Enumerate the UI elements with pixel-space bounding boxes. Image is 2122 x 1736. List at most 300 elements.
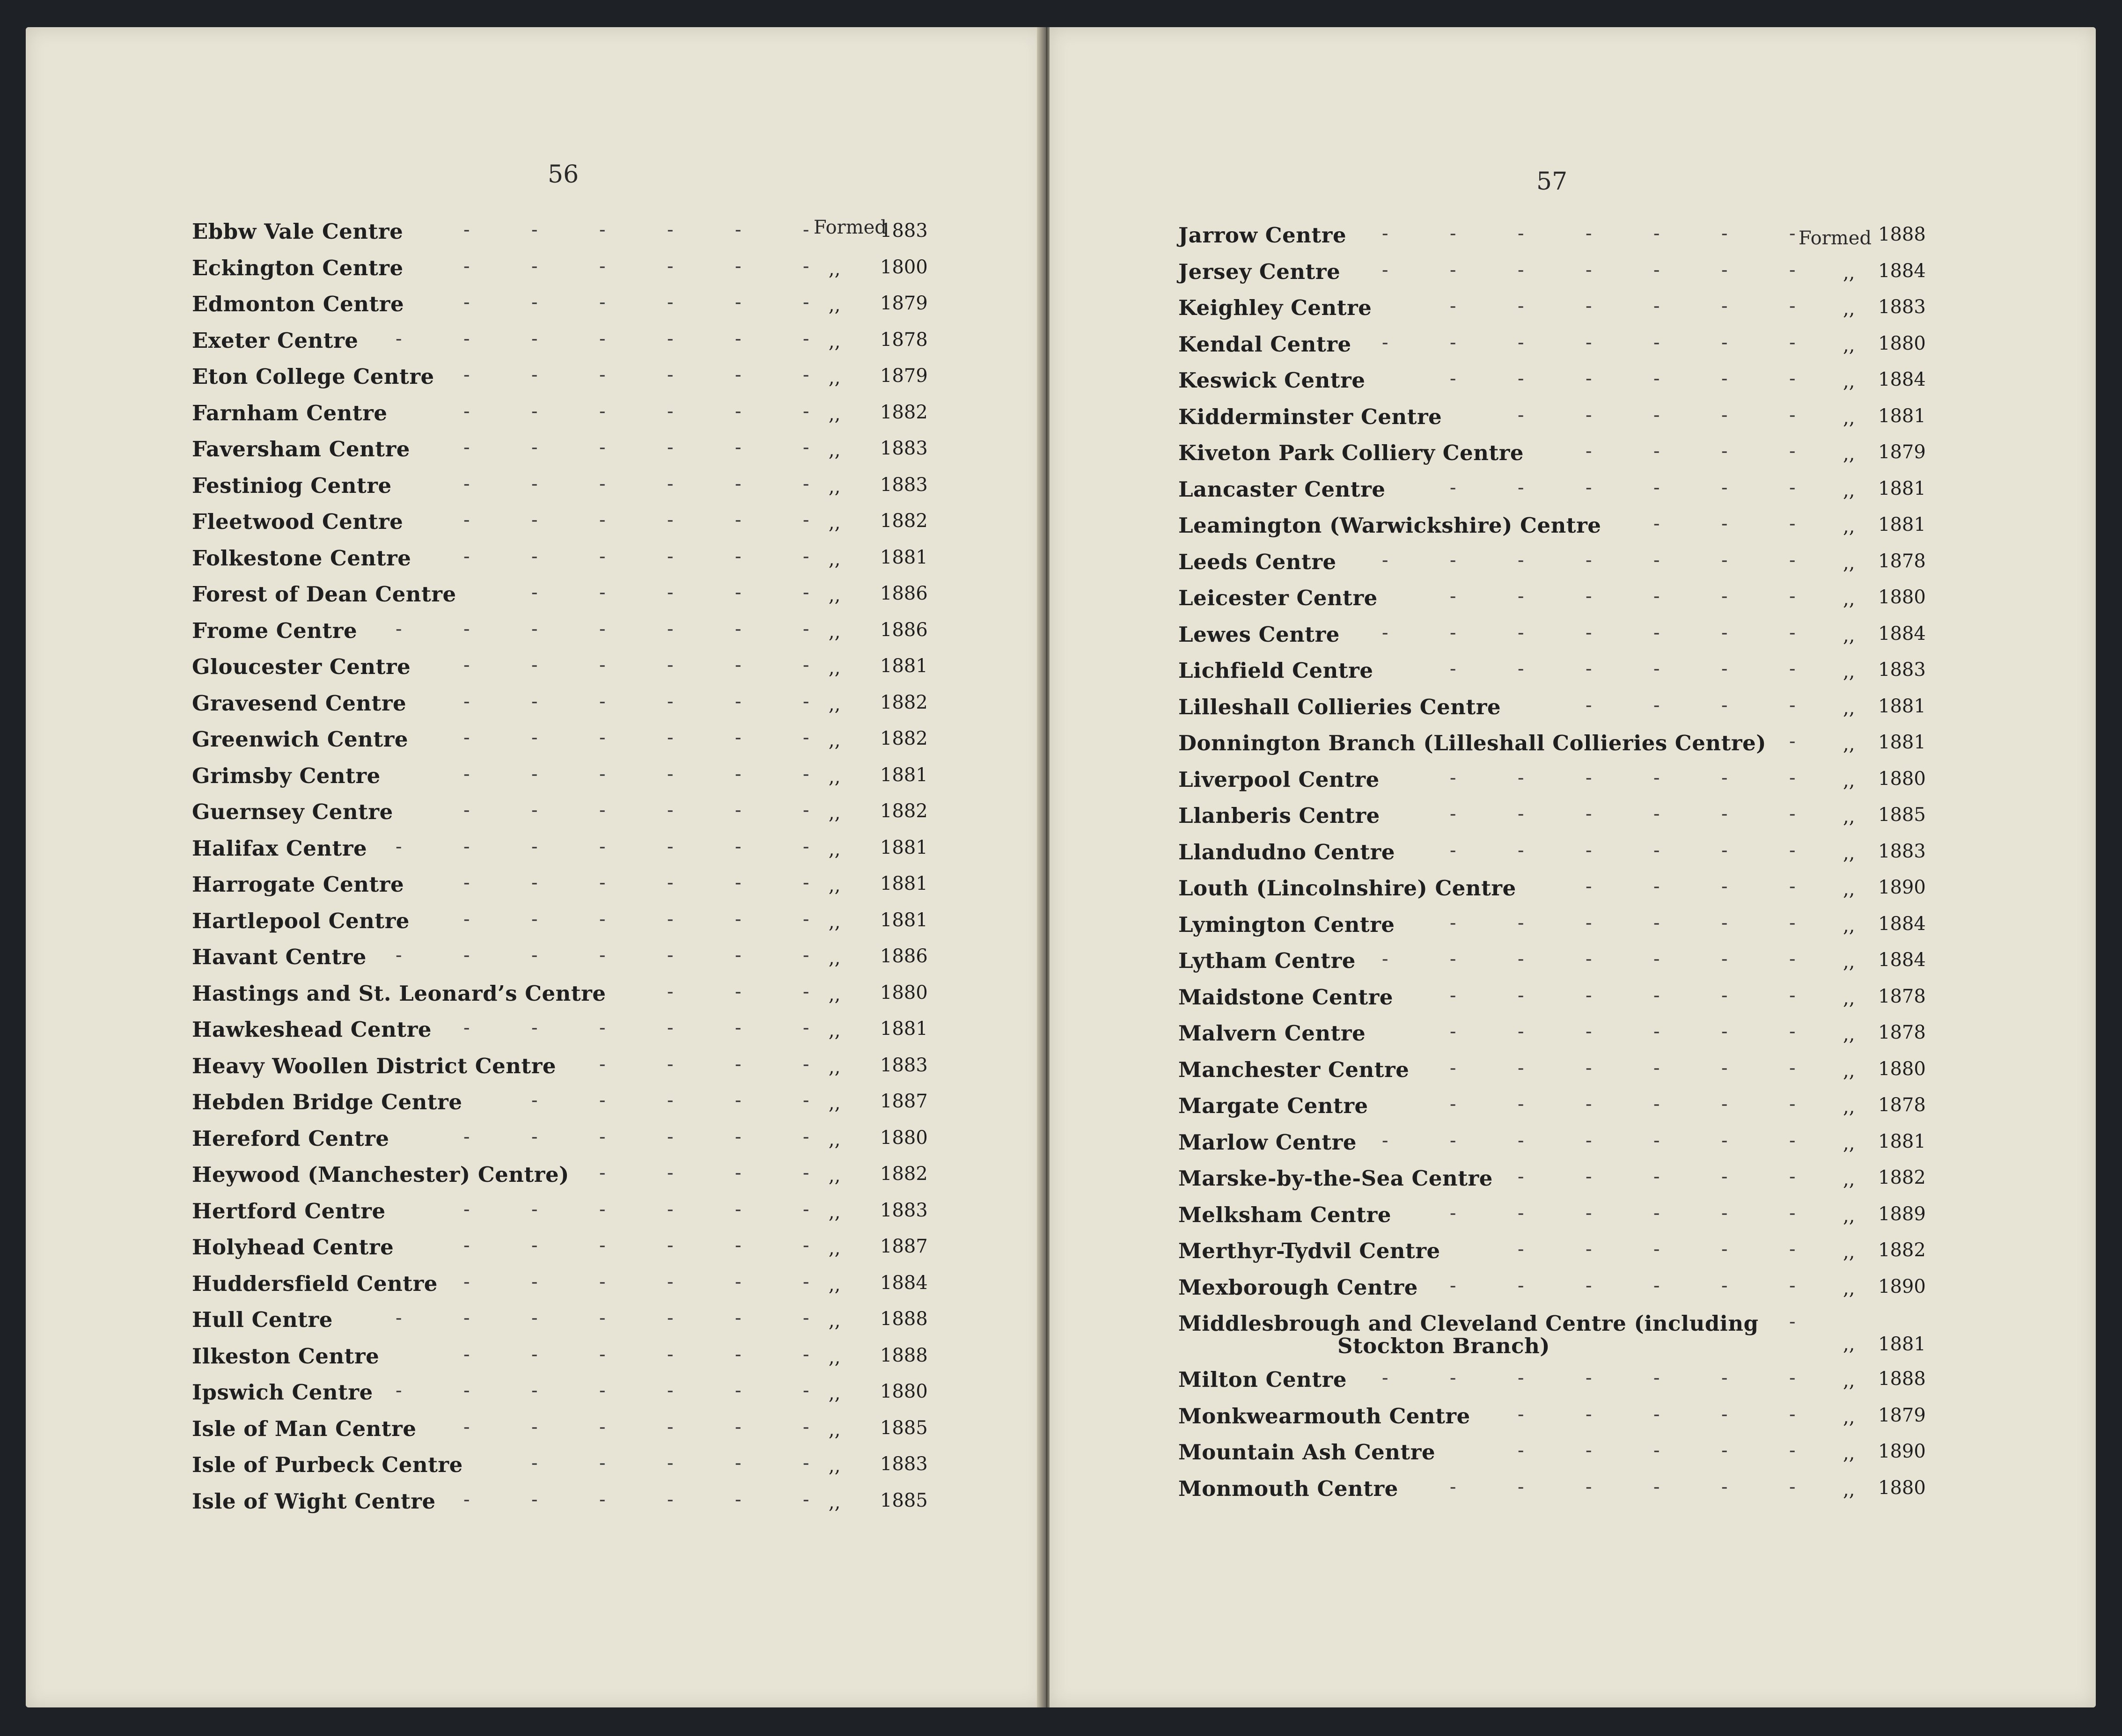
leader-dash: - [1586,1476,1592,1498]
centre-name: Milton Centre [1178,1367,1347,1392]
centre-name: Lilleshall Collieries Centre [1178,694,1501,719]
leader-dash: - [531,799,538,821]
centre-name: Jarrow Centre [1178,223,1347,248]
leader-dash: - [599,1452,606,1474]
centre-name: Isle of Man Centre [192,1416,417,1441]
leader-dash: - [667,908,674,930]
leader-dash: - [1518,1202,1524,1224]
leader-dash: - [1653,1476,1660,1498]
leader-dash: - [667,1053,674,1075]
leader-dash: - [735,799,742,821]
leader-dash: - [1789,984,1796,1006]
leader-dash: - [735,509,742,531]
leader-dash: - [803,364,809,386]
list-item [192,473,988,510]
leader-dash: - [1789,1476,1796,1498]
leader-dash: - [803,763,809,785]
leader-dash: - [599,835,606,857]
leader-dash: - [803,908,809,930]
leader-dash: - [1789,513,1796,535]
leader-dash: - [1450,1129,1456,1151]
formed-year: 1881 [880,655,928,677]
leader-dash: - [1450,803,1456,825]
leader-dash: - [531,945,538,966]
leader-dash: - [1586,1440,1592,1461]
leader-dash: - [1586,1166,1592,1187]
centre-name: Guernsey Centre [192,799,393,824]
list-item [192,1199,988,1235]
leader-dash: - [1789,1021,1796,1042]
leader-dash: - [803,654,809,676]
leader-dash: - [1518,586,1524,607]
ditto-mark: ,, [1843,697,1855,719]
centre-name: Monkwearmouth Centre [1178,1403,1470,1428]
leader-dash: - [1789,1238,1796,1260]
centre-name: Heywood (Manchester) Centre) [192,1162,569,1187]
leader-dash: - [667,1488,674,1510]
formed-year: 1878 [1878,1094,1926,1116]
leader-dash: - [1518,1275,1524,1297]
centre-name: Isle of Purbeck Centre [192,1452,463,1477]
leader-dash: - [1653,295,1660,317]
leader-dash: - [1721,912,1728,934]
leader-dash: - [1382,331,1388,353]
centre-name: Forest of Dean Centre [192,582,456,607]
leader-dash: - [396,1380,402,1401]
leader-dash: - [1789,549,1796,571]
leader-dash: - [1653,658,1660,680]
leader-dash: - [1721,767,1728,789]
leader-dash: - [735,835,742,857]
centre-name: Marlow Centre [1178,1129,1357,1155]
leader-dash: - [1721,295,1728,317]
formed-year: 1886 [880,583,928,604]
leader-dash: - [531,437,538,458]
list-item [192,1126,988,1163]
ditto-mark: ,, [1843,661,1855,682]
centre-list [1178,223,2044,1512]
leader-dash: - [667,872,674,894]
leader-dash: - [1789,404,1796,426]
leader-dash: - [1721,1202,1728,1224]
formed-year: 1880 [1878,768,1926,790]
leader-dash: - [1653,476,1660,498]
leader-dash: - [1382,259,1388,281]
leader-dash: - [1653,1367,1660,1389]
leader-dash: - [803,981,809,1003]
formed-label: Formed [814,217,887,238]
leader-dash: - [1789,368,1796,389]
formed-year: 1881 [1878,695,1926,717]
leader-dash: - [667,509,674,531]
leader-dash: - [1586,223,1592,244]
leader-dash: - [396,1307,402,1329]
leader-dash: - [803,1416,809,1438]
centre-name: Lytham Centre [1178,948,1356,973]
leader-dash: - [599,1343,606,1365]
centre-name: Leamington (Warwickshire) Centre [1178,513,1601,538]
leader-dash: - [463,1416,470,1438]
leader-dash: - [735,1017,742,1039]
leader-dash: - [667,400,674,422]
leader-dash: - [735,545,742,567]
leader-dash: - [599,727,606,748]
centre-name: Llandudno Centre [1178,839,1395,864]
ditto-mark: ,, [1843,1096,1855,1118]
list-item [1178,295,2044,332]
leader-dash: - [1450,912,1456,934]
leader-dash: - [1450,1476,1456,1498]
leader-dash: - [1653,839,1660,861]
leader-dash: - [1586,549,1592,571]
list-item [192,908,988,945]
leader-dash: - [803,1235,809,1256]
centre-name: Lymington Centre [1178,912,1395,937]
ditto-mark: ,, [1843,1406,1855,1428]
leader-dash: - [1450,984,1456,1006]
leader-dash: - [1789,223,1796,244]
formed-year: 1882 [880,691,928,713]
leader-dash: - [735,292,742,313]
formed-year: 1880 [880,1381,928,1402]
leader-dash: - [1518,803,1524,825]
leader-dash: - [1721,331,1728,353]
centre-name: Ebbw Vale Centre [192,219,404,244]
list-item [192,727,988,763]
ditto-mark: ,, [1843,1241,1855,1263]
leader-dash: - [1653,912,1660,934]
leader-dash: - [1721,1021,1728,1042]
leader-dash: - [1789,440,1796,462]
leader-dash: - [1586,1367,1592,1389]
ditto-mark: ,, [829,403,841,425]
leader-dash: - [1450,1367,1456,1389]
leader-dash: - [599,908,606,930]
centre-name: Kiveton Park Colliery Centre [1178,440,1524,465]
list-item [1178,1311,2044,1367]
leader-dash: - [667,618,674,640]
leader-dash: - [599,1235,606,1256]
centre-name-continued: Stockton Branch) [1337,1333,1550,1358]
formed-year: 1880 [1878,1477,1926,1499]
leader-dash: - [1653,1275,1660,1297]
list-item [192,1380,988,1416]
centre-list [192,219,988,1525]
ditto-mark: ,, [1843,1060,1855,1082]
leader-dash: - [599,509,606,531]
leader-dash: - [531,654,538,676]
leader-dash: - [531,872,538,894]
list-item [1178,1275,2044,1311]
leader-dash: - [531,255,538,277]
list-item [192,763,988,800]
leader-dash: - [735,763,742,785]
leader-dash: - [803,945,809,966]
centre-name: Margate Centre [1178,1093,1368,1118]
leader-dash: - [1789,948,1796,970]
leader-dash: - [1653,622,1660,644]
leader-dash: - [463,473,470,495]
centre-name: Maidstone Centre [1178,984,1393,1010]
list-item [1178,912,2044,949]
leader-dash: - [1518,839,1524,861]
centre-name: Kidderminster Centre [1178,404,1442,429]
leader-dash: - [599,437,606,458]
centre-name: Mountain Ash Centre [1178,1440,1436,1465]
list-item [192,1054,988,1090]
centre-name: Marske-by-the-Sea Centre [1178,1166,1493,1191]
leader-dash: - [1518,767,1524,789]
leader-dash: - [463,328,470,350]
leader-dash: - [599,1053,606,1075]
formed-year: 1882 [1878,1167,1926,1188]
leader-dash: - [803,1162,809,1184]
leader-dash: - [667,1017,674,1039]
formed-year: 1878 [1878,985,1926,1007]
leader-dash: - [735,654,742,676]
list-item [1178,803,2044,840]
centre-name: Festiniog Centre [192,473,392,498]
leader-dash: - [599,654,606,676]
leader-dash: - [1518,1166,1524,1187]
leader-dash: - [531,1017,538,1039]
leader-dash: - [1789,767,1796,789]
list-item [192,618,988,655]
leader-dash: - [1450,586,1456,607]
leader-dash: - [1586,912,1592,934]
leader-dash: - [1518,984,1524,1006]
leader-dash: - [1721,1367,1728,1389]
formed-year: 1881 [1878,405,1926,427]
leader-dash: - [463,1307,470,1329]
leader-dash: - [531,1452,538,1474]
leader-dash: - [1653,984,1660,1006]
leader-dash: - [1518,223,1524,244]
leader-dash: - [735,908,742,930]
leader-dash: - [1518,295,1524,317]
formed-year: 1880 [880,982,928,1004]
leader-dash: - [735,1162,742,1184]
centre-name: Hebden Bridge Centre [192,1090,463,1114]
leader-dash: - [463,1343,470,1365]
leader-dash: - [735,1452,742,1474]
leader-dash: - [803,835,809,857]
leader-dash: - [1721,803,1728,825]
leader-dash: - [735,690,742,712]
leader-dash: - [667,945,674,966]
right-page [1050,27,2096,1707]
leader-dash: - [463,690,470,712]
formed-year: 1883 [1878,659,1926,681]
leader-dash: - [1721,368,1728,389]
leader-dash: - [803,690,809,712]
leader-dash: - [735,618,742,640]
ditto-mark: ,, [1843,1370,1855,1392]
leader-dash: - [599,1017,606,1039]
centre-name: Llanberis Centre [1178,803,1380,828]
leader-dash: - [531,1488,538,1510]
leader-dash: - [531,545,538,567]
list-item [1178,1404,2044,1440]
leader-dash: - [1382,1367,1388,1389]
leader-dash: - [1653,803,1660,825]
leader-dash: - [1382,948,1388,970]
formed-year: 1888 [880,1308,928,1330]
leader-dash: - [735,872,742,894]
leader-dash: - [1382,622,1388,644]
leader-dash: - [1721,1476,1728,1498]
formed-year: 1879 [1878,441,1926,463]
ditto-mark: ,, [1843,334,1855,356]
leader-dash: - [463,872,470,894]
leader-dash: - [1721,1166,1728,1187]
formed-year: 1881 [880,764,928,786]
formed-year: 1884 [880,1272,928,1294]
leader-dash: - [1586,839,1592,861]
list-item [1178,368,2044,404]
leader-dash: - [1653,368,1660,389]
leader-dash: - [463,654,470,676]
list-item [192,1307,988,1344]
leader-dash: - [599,1162,606,1184]
leader-dash: - [1586,694,1592,716]
leader-dash: - [463,727,470,748]
leader-dash: - [1586,404,1592,426]
leader-dash: - [1586,767,1592,789]
formed-year: 1881 [880,1018,928,1040]
list-item [1178,1476,2044,1513]
ditto-mark: ,, [829,367,841,388]
leader-dash: - [1450,658,1456,680]
leader-dash: - [667,1416,674,1438]
centre-name: Holyhead Centre [192,1235,394,1260]
leader-dash: - [1518,1057,1524,1079]
leader-dash: - [463,509,470,531]
formed-year: 1881 [880,546,928,568]
ditto-mark: ,, [1843,407,1855,429]
leader-dash: - [599,364,606,386]
leader-dash: - [1653,948,1660,970]
formed-year: 1879 [880,293,928,314]
ditto-mark: ,, [1843,806,1855,828]
leader-dash: - [1518,404,1524,426]
leader-dash: - [735,1126,742,1148]
centre-name: Lewes Centre [1178,622,1340,647]
list-item [1178,622,2044,659]
list-item [192,364,988,401]
leader-dash: - [463,364,470,386]
leader-dash: - [667,690,674,712]
ditto-mark: ,, [1843,769,1855,791]
leader-dash: - [803,473,809,495]
leader-dash: - [803,727,809,748]
left-page [26,27,1044,1707]
ditto-mark: ,, [829,1238,841,1259]
formed-year: 1883 [880,220,928,242]
leader-dash: - [735,400,742,422]
centre-name: Grimsby Centre [192,763,381,788]
list-item [192,836,988,872]
ditto-mark: ,, [829,1383,841,1404]
leader-dash: - [463,437,470,458]
ditto-mark: ,, [829,1455,841,1477]
leader-dash: - [1721,948,1728,970]
ditto-mark: ,, [829,875,841,896]
leader-dash: - [599,763,606,785]
leader-dash: - [599,1090,606,1111]
leader-dash: - [1450,1202,1456,1224]
formed-year: 1880 [1878,586,1926,608]
leader-dash: - [1789,1129,1796,1151]
leader-dash: - [735,1198,742,1220]
leader-dash: - [1721,440,1728,462]
ditto-mark: ,, [829,1128,841,1150]
leader-dash: - [1518,1440,1524,1461]
leader-dash: - [1789,1275,1796,1297]
formed-year: 1880 [880,1127,928,1149]
leader-dash: - [1450,223,1456,244]
leader-dash: - [463,545,470,567]
leader-dash: - [1789,586,1796,607]
leader-dash: - [599,582,606,603]
ditto-mark: ,, [1843,1132,1855,1154]
leader-dash: - [735,582,742,603]
leader-dash: - [1789,803,1796,825]
leader-dash: - [1450,948,1456,970]
list-item [192,509,988,546]
leader-dash: - [735,1235,742,1256]
centre-name: Folkestone Centre [192,545,411,571]
formed-year: 1890 [1878,1275,1926,1297]
leader-dash: - [531,473,538,495]
list-item [1178,404,2044,441]
list-item [192,1271,988,1308]
ditto-mark: ,, [1843,624,1855,646]
centre-name: Leicester Centre [1178,586,1378,610]
leader-dash: - [463,1235,470,1256]
leader-dash: - [667,1162,674,1184]
leader-dash: - [1586,368,1592,389]
formed-year: 1880 [1878,332,1926,354]
leader-dash: - [463,292,470,313]
formed-year: 1884 [1878,623,1926,645]
formed-year: 1887 [880,1236,928,1257]
leader-dash: - [803,437,809,458]
list-item [192,256,988,292]
list-item [1178,332,2044,368]
leader-dash: - [803,219,809,241]
formed-year: 1888 [1878,1368,1926,1390]
leader-dash: - [803,618,809,640]
leader-dash: - [667,219,674,241]
leader-dash: - [735,1053,742,1075]
leader-dash: - [396,945,402,966]
leader-dash: - [803,292,809,313]
leader-dash: - [1789,295,1796,317]
ditto-mark: ,, [1843,1479,1855,1501]
leader-dash: - [1586,658,1592,680]
leader-dash: - [735,1380,742,1401]
leader-dash: - [531,1198,538,1220]
ditto-mark: ,, [1843,951,1855,973]
leader-dash: - [599,1488,606,1510]
leader-dash: - [599,1416,606,1438]
leader-dash: - [463,799,470,821]
list-item [192,1416,988,1453]
leader-dash: - [803,1488,809,1510]
centre-name: Harrogate Centre [192,872,404,897]
formed-year: 1885 [1878,804,1926,826]
